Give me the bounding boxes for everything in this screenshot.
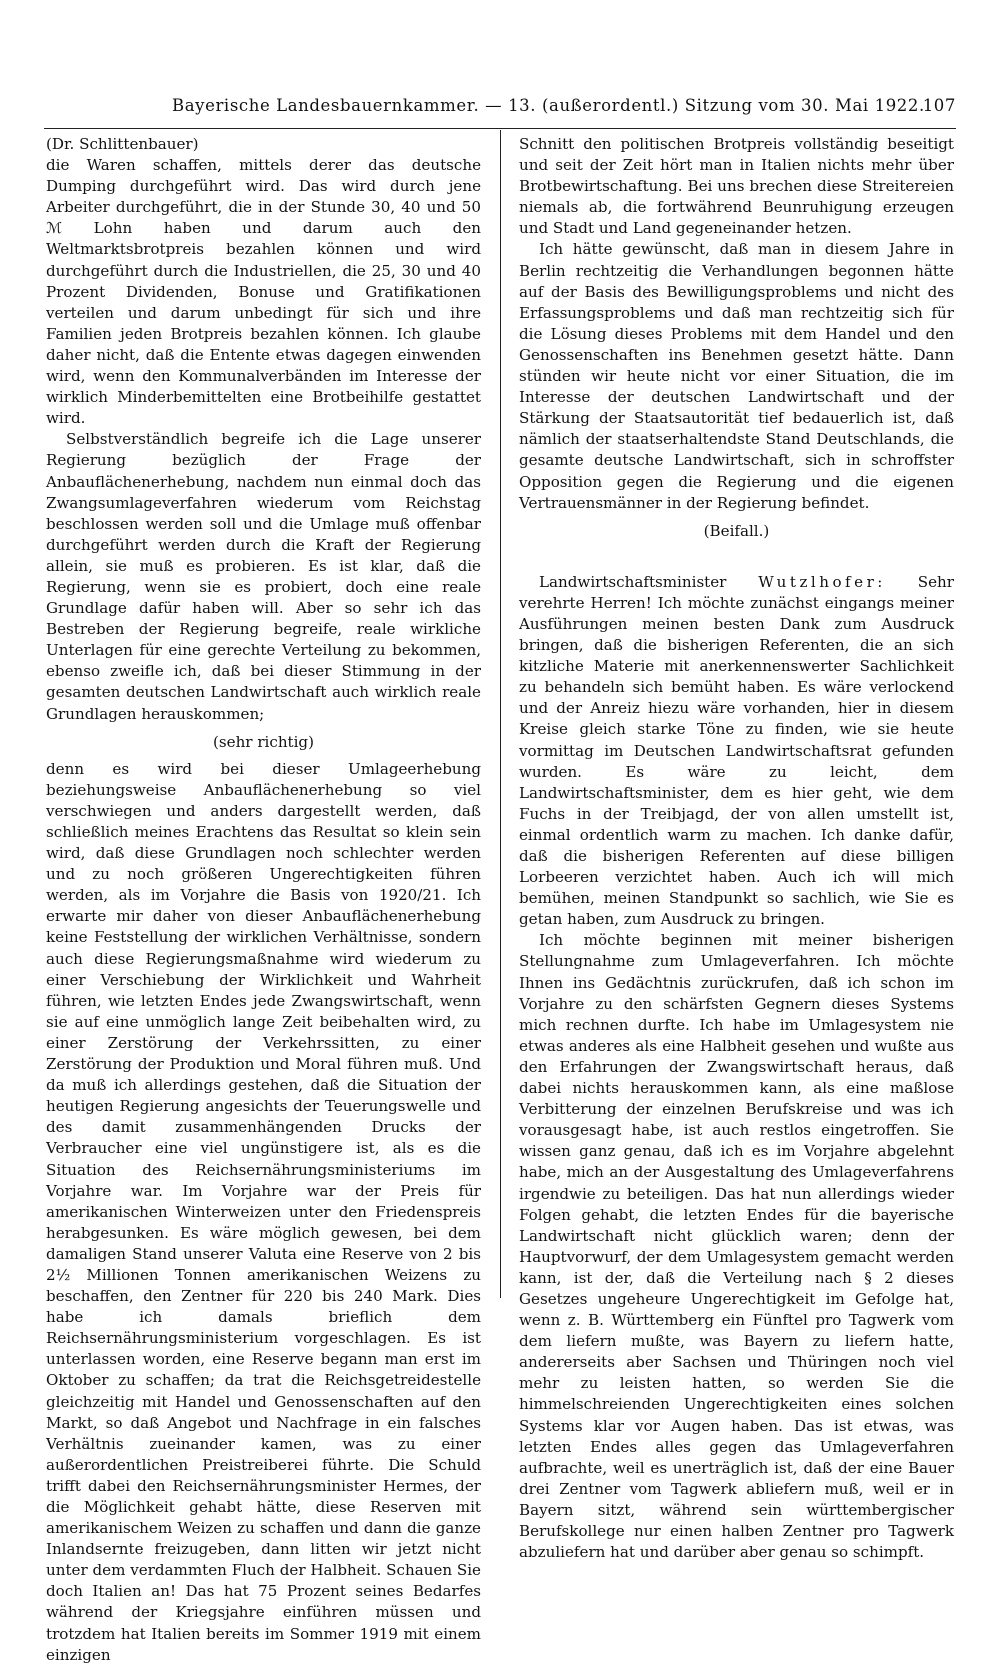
right-column (519, 134, 954, 1563)
speaker-name: Wutzlhofer: (758, 572, 886, 591)
header-rule (44, 128, 956, 129)
section-gap (519, 548, 954, 572)
page-number: 107 (922, 96, 956, 115)
left-column (46, 134, 481, 1666)
interjection: (Beifall.) (703, 521, 770, 540)
interjection: (sehr richtig) (213, 732, 314, 751)
column-divider (500, 130, 501, 1298)
header-title: Bayerische Landesbauernkammer. — 13. (außerordentl.) Sitzung vom 30. Mai 1922. (172, 96, 925, 115)
paragraph: denn es wird bei dieser Umlageerhebung beziehungsweise Anbauflächenerhebung so viel verschwiegen und anders dargestellt werden, daß schließlich meines Erachtens das Resultat so klein sein wird, daß diese Grundlagen noch schlechter werden und zu noch größeren Ungerechtigkeiten führen werden, als im Vorjahre die Basis von 1920/21. Ich erwarte mir daher von dieser Anbauflächenerhebung keine Feststellung der wirklichen Verhältnisse, sondern auch diese Regierungsmaßnahme wird wiederum zu einer Verschiebung der Wirklichkeit und Wahrheit führen, wie letzten Endes jede Zwangswirtschaft, wenn sie auf eine unmöglich lange Zeit beibehalten wird, zu einer Zerstörung der Verkehrssitten, zu einer Zerstörung der Produktion und Moral führen muß. Und da muß ich allerdings gestehen, daß die Situation der heutigen Regierung angesichts der Teuerungswelle und des damit zusammenhängenden Drucks der Verbraucher eine viel ungünstigere ist, als es die Situation des Reichsernährungsministeriums im Vorjahre war. Im Vorjahre war der Preis für amerikanischen Winterweizen unter den Friedenspreis herabgesunken. Es wäre möglich gewesen, bei dem damaligen Stand unserer Valuta eine Reserve von 2 bis 2½ Millionen Tonnen amerikanischen Weizens zu beschaffen, den Zentner für 220 bis 240 Mark. Dies habe ich damals brieflich dem Reichsernährungsministerium vorgeschlagen. Es ist unterlassen worden, eine Reserve begann man erst im Oktober zu schaffen; da trat die Reichsgetreidestelle gleichzeitig mit Handel und Genossenschaften auf den Markt, so daß Angebot und Nachfrage in ein falsches Verhältnis zueinander kamen, was zu einer außerordentlichen Preistreiberei führte. Die Schuld trifft dabei den Reichsernährungsminister Hermes, der die Möglichkeit gehabt hätte, diese Reserven mit amerikanischem Weizen zu schaffen und dann die ganze Inlandsernte freizugeben, dann litten wir jetzt nicht unter dem verdammten Fluch der Halbheit. Schauen Sie doch Italien an! Das hat 75 Prozent seines Bedarfes während der Kriegsjahre einführen müssen und trotzdem hat Italien bereits im Sommer 1919 mit einem einzigen (46, 759, 481, 1664)
paragraph: Ich möchte beginnen mit meiner bisherigen Stellungnahme zum Umlageverfahren. Ich möchte Ihnen ins Gedächtnis zurückrufen, daß ich schon im Vorjahre zu den schärfsten Gegnern dieses Systems mich rechnen durfte. Ich habe im Umlagesystem nie etwas anderes als eine Halbheit gesehen und wußte aus den Erfahrungen der Zwangswirtschaft heraus, daß dabei nichts herauskommen kann, als eine maßlose Verbitterung der einzelnen Berufskreise und was ich vorausgesagt habe, ist auch restlos eingetroffen. Sie wissen ganz genau, daß ich es im Vorjahre abgelehnt habe, mich an der Ausgestaltung des Umlageverfahrens irgendwie zu beteiligen. Das hat nun allerdings wieder Folgen gehabt, die letzten Endes für die bayerische Landwirtschaft nicht glücklich waren; denn der Hauptvorwurf, der dem Umlagesystem gemacht werden kann, ist der, daß die Verteilung nach § 2 dieses Gesetzes ungeheure Ungerechtigkeit im Gefolge hat, wenn z. B. Württemberg ein Fünftel pro Tagwerk vom dem liefern mußte, was Bayern zu liefern hatte, andererseits aber Sachsen und Thüringen noch viel mehr zu leisten hatten, so werden Sie die himmelschreienden Ungerechtigkeiten eines solchen Systems klar vor Augen haben. Das ist etwas, was letzten Endes alles gegen das Umlageverfahren aufbrachte, weil es unerträglich ist, daß der eine Bauer drei Zentner vom Tagwerk abliefern muß, weil er in Bayern sitzt, während sein württembergischer Berufskollege nur einen halben Zentner pro Tagwerk abzuliefern hat und darüber aber genau so schimpft. (519, 931, 954, 1562)
speaker-label: (Dr. Schlittenbauer) (46, 135, 199, 153)
speaker-title: Landwirtschaftsminister (539, 572, 727, 591)
paragraph: Selbstverständlich begreife ich die Lage unserer Regierung bezüglich der Frage der Anbauflächenerhebung, nachdem nun einmal doch das Zwangsumlageverfahren wiederum vom Reichstag beschlossen werden soll und die Umlage muß offenbar durchgeführt werden durch die Kraft der Regierung allein, sie muß es probieren. Es ist klar, daß die Regierung, wenn sie es probiert, doch eine reale Grundlage dafür haben will. Aber so sehr ich das Bestreben der Regierung begreife, reale wirkliche Unterlagen für eine gerechte Verteilung zu bekommen, ebenso zweifle ich, daß bei dieser Stimmung in der gesamten deutschen Landwirtschaft auch wirklich reale Grundlagen herauskommen; (46, 430, 481, 723)
speech-paragraph (519, 572, 954, 931)
paragraph: die Waren schaffen, mittels derer das deutsche Dumping durchgeführt wird. Das wird durch jene Arbeiter durchgeführt, die in der Stunde 30, 40 und 50 ℳ Lohn haben und darum auch den Weltmarktsbrotpreis bezahlen können und wird durchgeführt durch die Industriellen, die 25, 30 und 40 Prozent Dividenden, Bonuse und Gratifikationen verteilen und darum unbedingt für sich und ihre Familien jeden Brotpreis bezahlen können. Ich glaube daher nicht, daß die Entente etwas dagegen einwenden wird, wenn den Kommunalverbänden im Interesse der wirklich Minderbemittelten eine Brotbeihilfe gestattet wird. (46, 156, 481, 428)
paragraph: Schnitt den politischen Brotpreis vollständig beseitigt und seit der Zeit hört man in Italien nichts mehr über Brotbewirtschaftung. Bei uns brechen diese Streitereien niemals ab, die fortwährend Beunruhigung erzeugen und Stadt und Land gegeneinander hetzen. (519, 135, 954, 238)
running-header (44, 96, 956, 120)
speech-text: Sehr verehrte Herren! Ich möchte zunächst eingangs meiner Ausführungen meinen besten Dank zum Ausdruck bringen, daß die bisherigen Referenten, die an sich kitzliche Materie mit anerkennenswerter Sachlichkeit zu behandeln sich bemüht haben. Es wäre verlockend und der Anreiz hiezu wäre vorhanden, hier in diesem Kreise gleich starke Töne zu finden, wie sie heute vormittag im Deutschen Landwirtschaftsrat gefunden wurden. Es wäre zu leicht, dem Landwirtschaftsminister, dem es hier geht, wie dem Fuchs in der Treibjagd, der von allen umstellt ist, einmal ordentlich warm zu machen. Ich danke dafür, daß die bisherigen Referenten auf diese billigen Lorbeeren verzichtet haben. Auch ich will mich bemühen, meinen Standpunkt so sachlich, wie Sie es getan haben, zum Ausdruck zu bringen. (519, 572, 954, 929)
paragraph: Ich hätte gewünscht, daß man in diesem Jahre in Berlin rechtzeitig die Verhandlungen begonnen hätte auf der Basis des Bewilligungsproblems und nicht des Erfassungsproblems und daß man rechtzeitig sich für die Lösung dieses Problems mit dem Handel und den Genossenschaften ins Benehmen gesetzt hätte. Dann stünden wir heute nicht vor einer Situation, die im Interesse der deutschen Landwirtschaft und der Stärkung der Staatsautorität tief bedauerlich ist, daß nämlich der staatserhaltendste Stand Deutschlands, die gesamte deutsche Landwirtschaft, sich in schroffster Opposition gegen die Regierung und die eigenen Vertrauensmänner in der Regierung befindet. (519, 240, 954, 512)
